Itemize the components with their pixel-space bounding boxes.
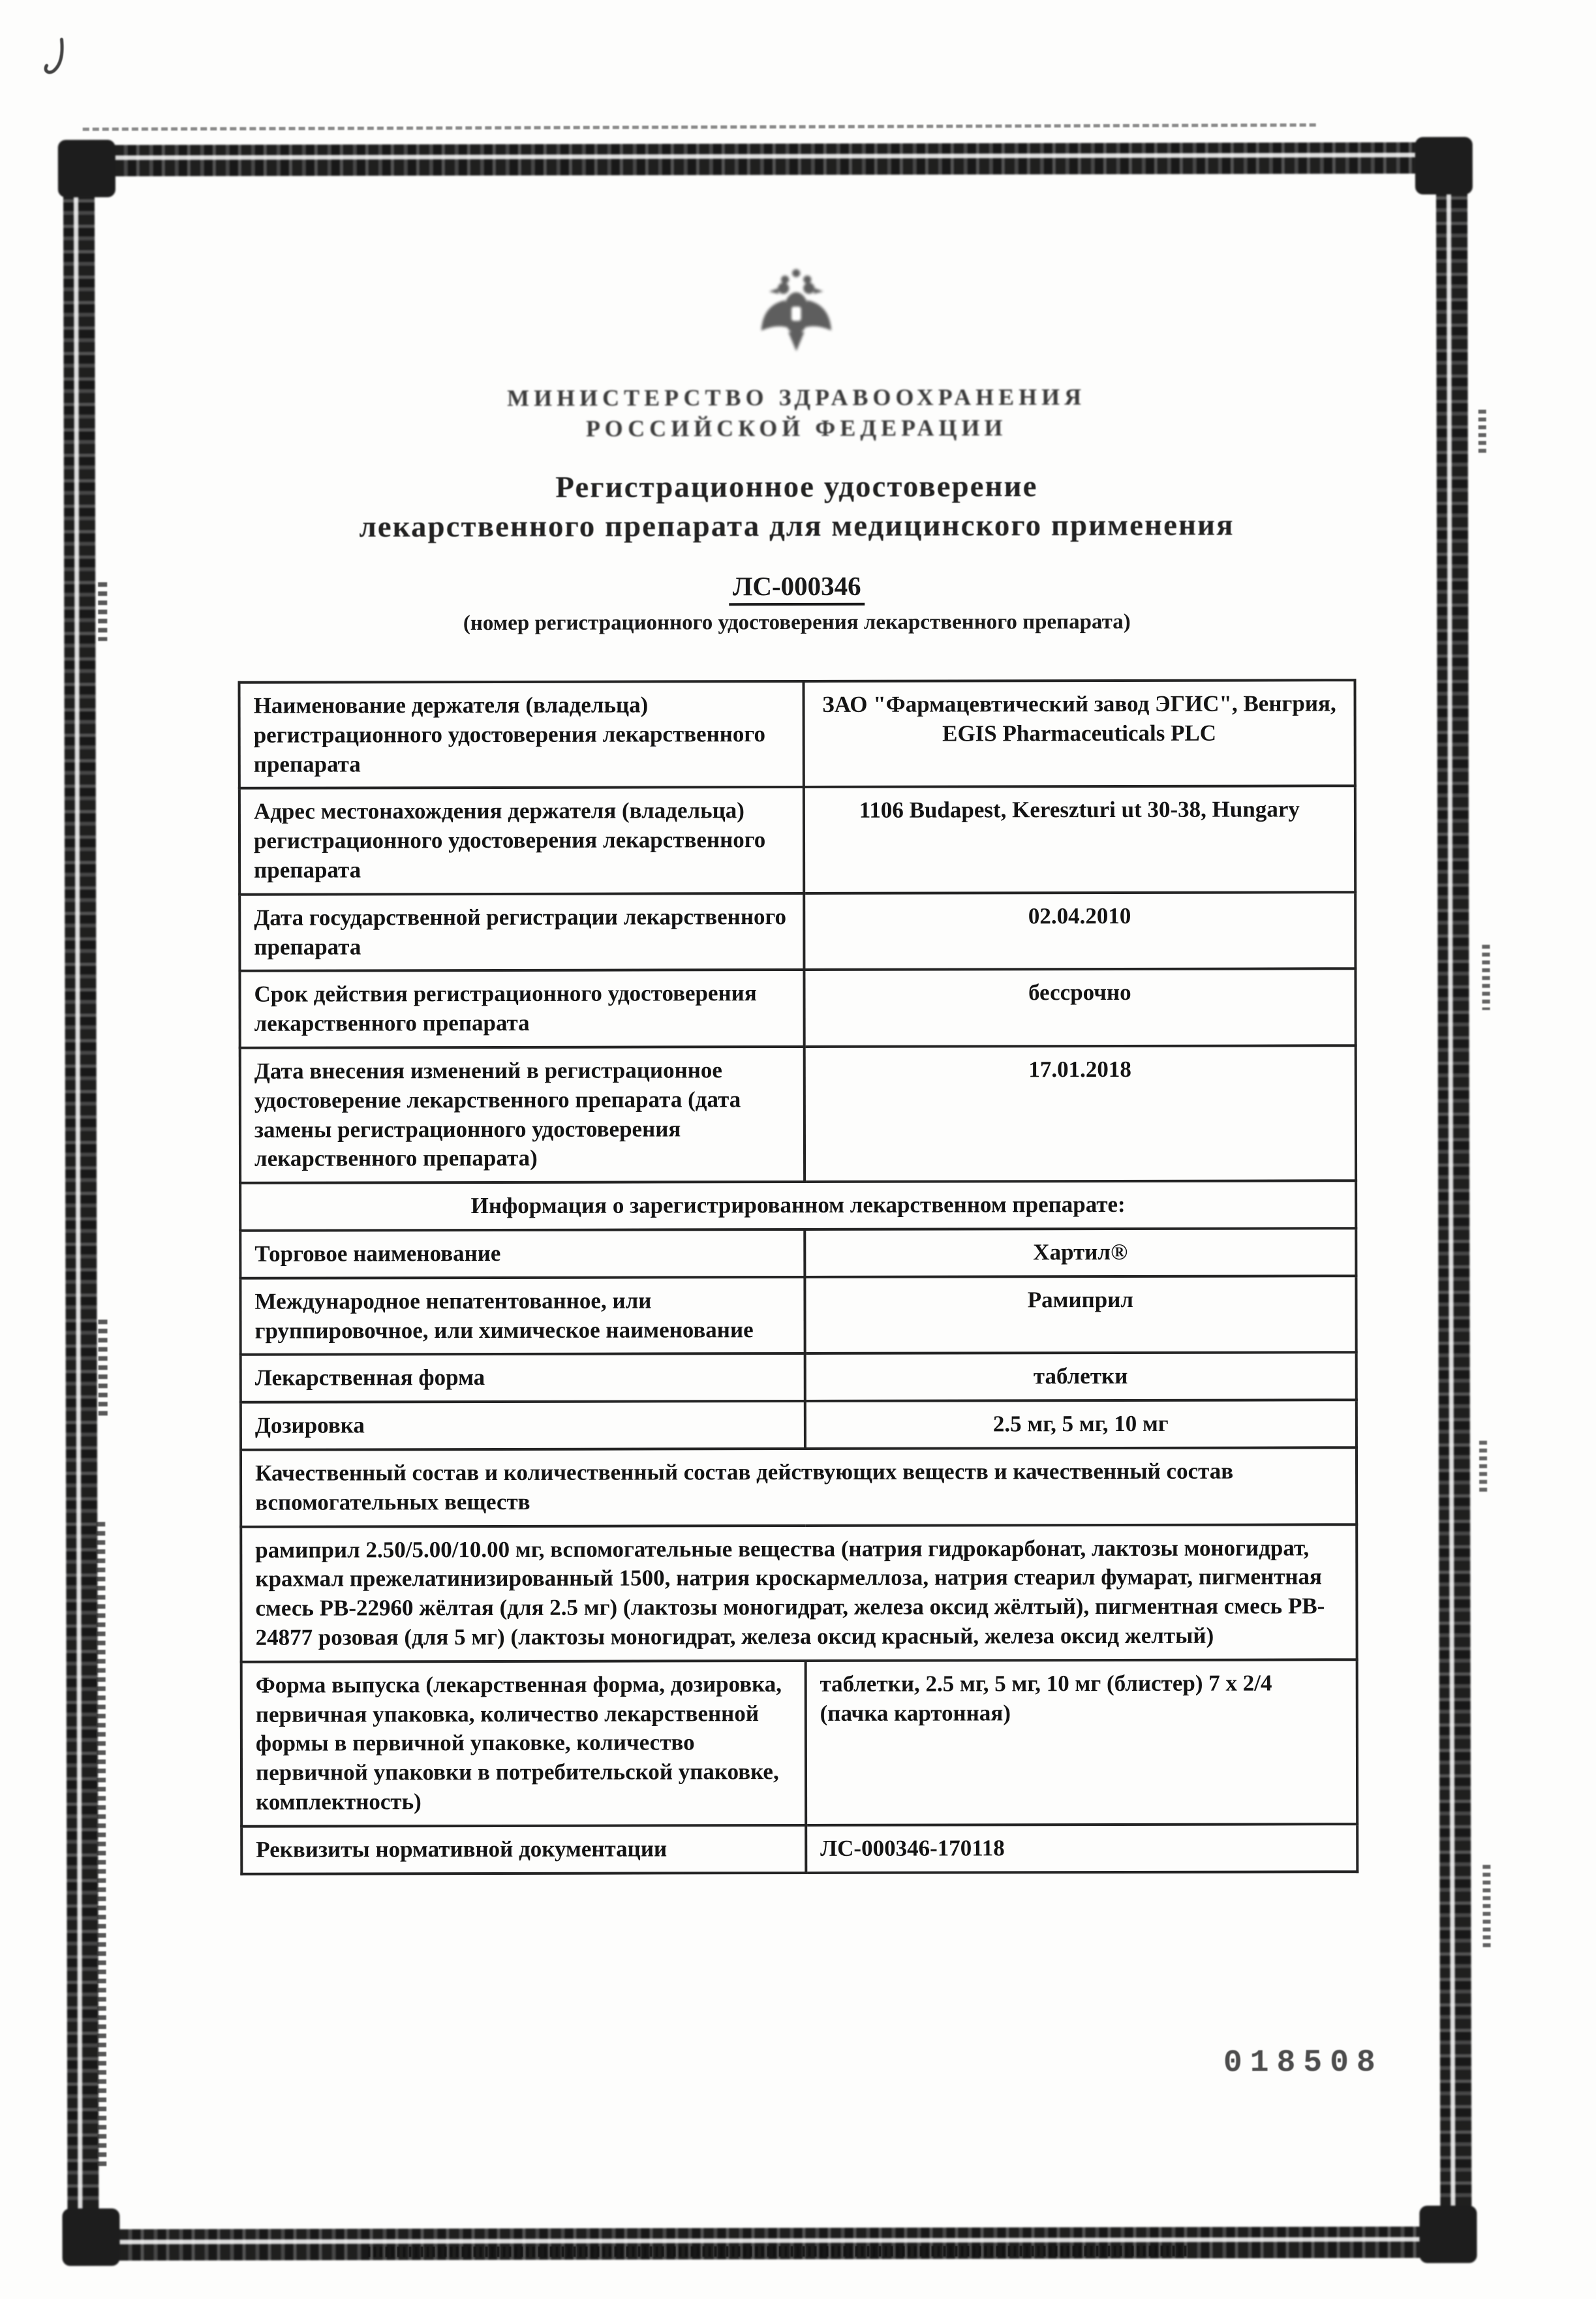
ministry-name	[0, 380, 1595, 445]
row-label: Торговое наименование	[240, 1229, 805, 1278]
row-value: ЛС-000346-170118	[806, 1824, 1357, 1873]
registration-number-caption: (номер регистрационного удостоверения лекарственного препарата)	[0, 609, 1595, 636]
serial-number-stamp: 018508	[1223, 2045, 1383, 2081]
row-label: Дозировка	[241, 1401, 805, 1450]
table-row-section	[241, 1524, 1357, 1662]
registration-table	[238, 679, 1358, 1875]
document-header	[0, 380, 1595, 636]
registration-number: ЛС-000346	[0, 568, 1595, 607]
table-row	[241, 1400, 1357, 1449]
row-label: Дата внесения изменений в регистрационное удостоверение лекарственного препарата (дата замены регистрационного удостоверения лекарственного препарата)	[240, 1047, 805, 1183]
ministry-line-2: РОССИЙСКОЙ ФЕДЕРАЦИИ	[0, 411, 1595, 445]
row-value: ЗАО "Фармацевтический завод ЭГИС", Венгрия, EGIS Pharmaceuticals PLC	[803, 680, 1355, 787]
table-row	[239, 969, 1355, 1048]
frame-top-band	[63, 142, 1467, 177]
composition-text: рамиприл 2.50/5.00/10.00 мг, вспомогательные вещества (натрия гидрокарбонат, лактозы моногидрат, крахмал прежелатинизированный 1500, натрия кроскармеллоза, натрия стеарил фумарат, пигментная смесь PB-22960 жёлтая (для 2.5 мг) (лактозы моногидрат, железа оксид жёлтый), пигментная смесь PB-24877 розовая (для 5 мг) (лактозы моногидрат, железа оксид красный, железа оксид желтый)	[241, 1524, 1357, 1662]
row-value: таблетки	[805, 1353, 1356, 1402]
table-row	[241, 1824, 1357, 1874]
document-title-line-1: Регистрационное удостоверение	[0, 465, 1595, 508]
row-value: 02.04.2010	[804, 892, 1355, 970]
table-row	[241, 1353, 1357, 1402]
row-label: Адрес местонахождения держателя (владельца) регистрационного удостоверения лекарственного препарата	[239, 787, 804, 894]
frame-corner	[1415, 137, 1473, 194]
row-label: Дата государственной регистрации лекарственного препарата	[239, 893, 804, 971]
table-row	[239, 786, 1355, 895]
row-label: Наименование держателя (владельца) регистрационного удостоверения лекарственного препарата	[239, 681, 804, 788]
scan-artifact-dashed-line	[83, 123, 1316, 131]
frame-corner	[58, 140, 115, 197]
frame-corner	[62, 2208, 119, 2266]
row-value: Рамиприл	[805, 1276, 1356, 1353]
section-heading: Информация о зарегистрированном лекарственном препарате:	[240, 1180, 1356, 1230]
table-row	[240, 1045, 1356, 1183]
document-title-line-2: лекарственного препарата для медицинского применения	[0, 504, 1595, 547]
coat-of-arms-emblem	[756, 266, 836, 359]
table-row	[241, 1659, 1358, 1827]
row-value: бессрочно	[804, 969, 1355, 1047]
row-value: 1106 Budapest, Kereszturi ut 30-38, Hungary	[804, 786, 1356, 893]
composition-heading: Качественный состав и количественный состав действующих веществ и качественный состав вспомогательных веществ	[241, 1447, 1357, 1526]
scan-artifact-pen-mark	[40, 35, 70, 81]
scan-artifact-scribble	[1479, 1441, 1487, 1493]
table-row	[240, 1228, 1356, 1278]
table-row	[239, 892, 1355, 971]
table-row	[240, 1276, 1356, 1355]
row-value: 2.5 мг, 5 мг, 10 мг	[805, 1400, 1357, 1449]
document-title	[0, 465, 1595, 547]
row-label: Форма выпуска (лекарственная форма, дозировка, первичная упаковка, количество лекарственной формы в первичной упаковке, количество первичной упаковки в потребительской упаковке, комплектность)	[241, 1661, 806, 1827]
scan-artifact-scribble	[1482, 1865, 1490, 1950]
row-value: Хартил®	[805, 1228, 1356, 1277]
scan-artifact-scribble	[1482, 945, 1490, 1010]
row-label: Лекарственная форма	[241, 1353, 805, 1402]
row-value: таблетки, 2.5 мг, 5 мг, 10 мг (блистер) 7 х 2/4 (пачка картонная)	[805, 1659, 1357, 1825]
row-label: Международное непатентованное, или группировочное, или химическое наименование	[240, 1277, 805, 1355]
frame-bottom-band	[67, 2227, 1471, 2261]
table-row	[239, 680, 1355, 788]
ministry-line-1: МИНИСТЕРСТВО ЗДРАВООХРАНЕНИЯ	[0, 380, 1595, 414]
table-row-section	[240, 1180, 1356, 1230]
row-label: Срок действия регистрационного удостоверения лекарственного препарата	[239, 970, 804, 1047]
frame-corner	[1419, 2206, 1477, 2263]
table-row-section	[241, 1447, 1357, 1526]
row-label: Реквизиты нормативной документации	[241, 1825, 806, 1874]
row-value: 17.01.2018	[804, 1045, 1356, 1182]
